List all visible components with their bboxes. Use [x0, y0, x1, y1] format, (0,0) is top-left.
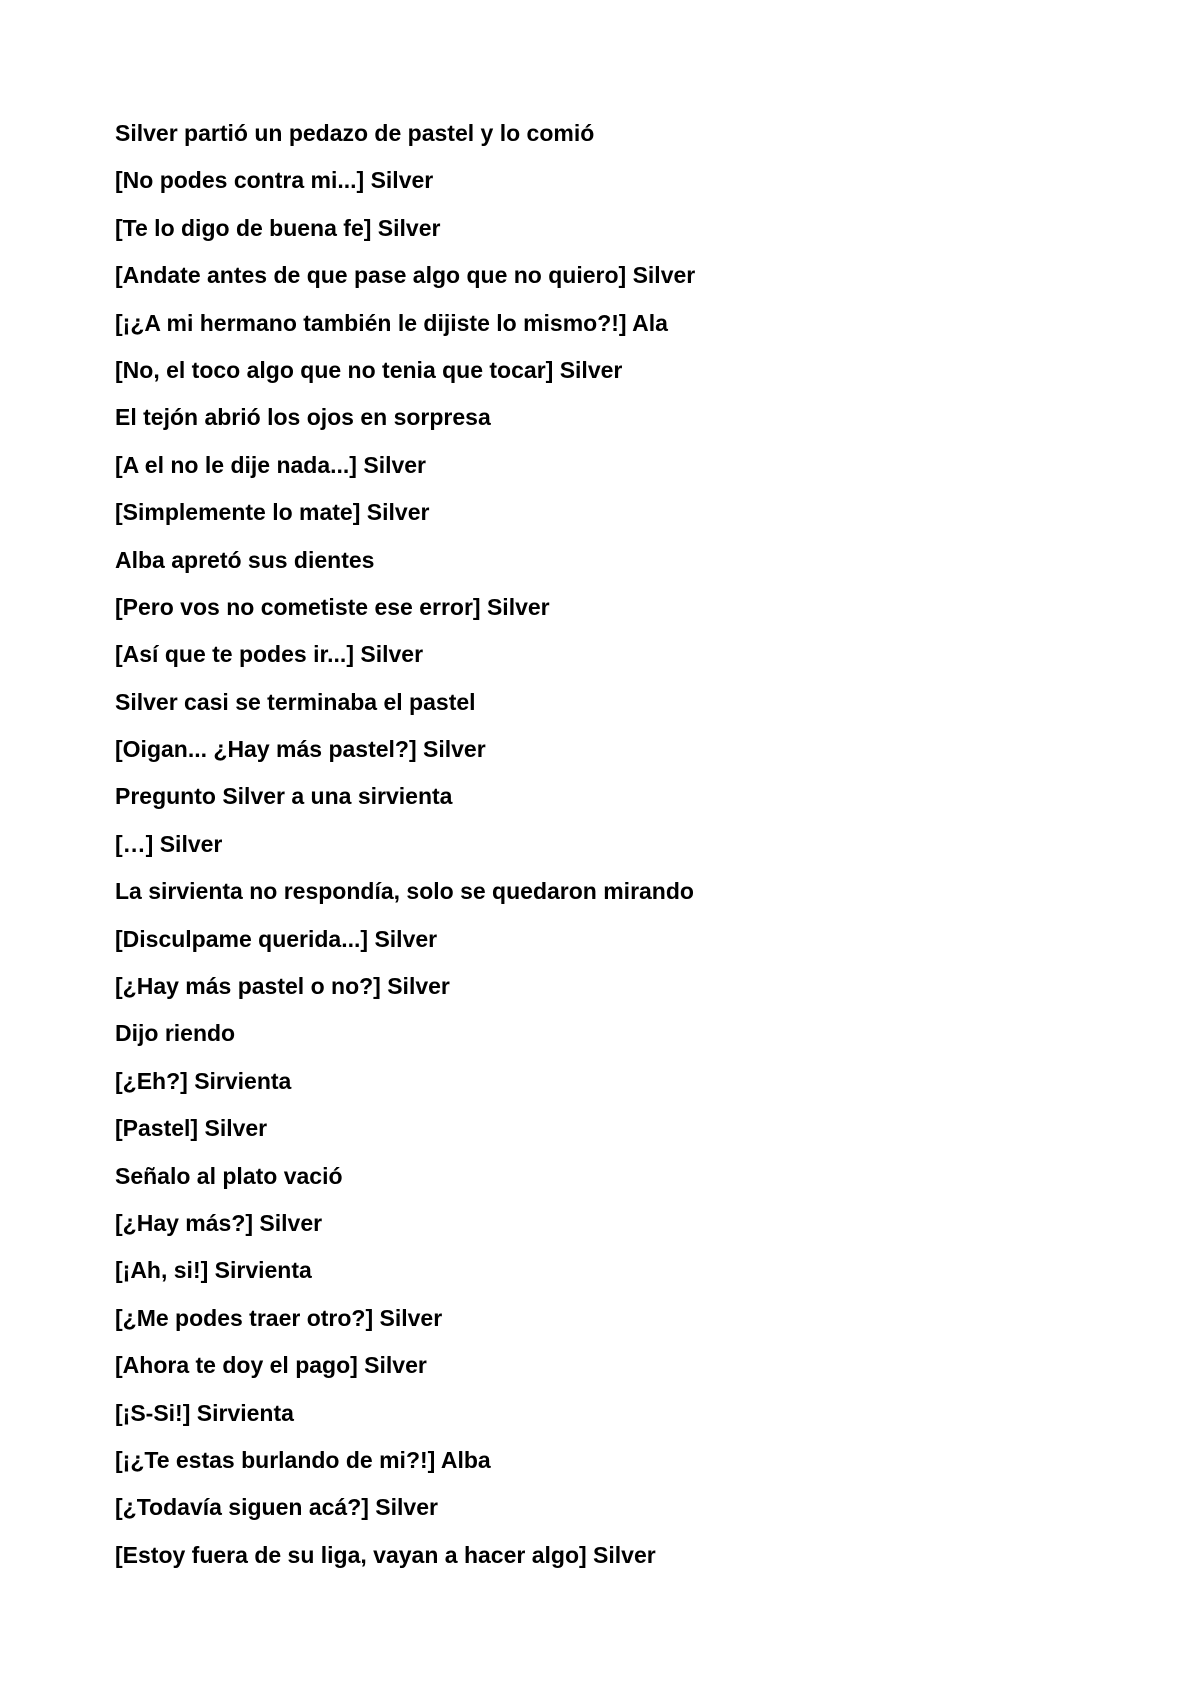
text-line: [¡¿A mi hermano también le dijiste lo mismo?!] Ala	[115, 309, 668, 336]
text-line: Dijo riendo	[115, 1020, 236, 1047]
text-line: El tejón abrió los ojos en sorpresa	[115, 404, 491, 431]
text-line: Pregunto Silver a una sirvienta	[115, 783, 453, 810]
text-line: [No, el toco algo que no tenia que tocar] Silver	[115, 356, 623, 383]
text-line: Alba apretó sus dientes	[115, 546, 375, 573]
text-line: [¡¿Te estas burlando de mi?!] Alba	[115, 1446, 491, 1473]
text-line: Silver casi se terminaba el pastel	[115, 688, 476, 715]
text-line: [¿Todavía siguen acá?] Silver	[115, 1494, 438, 1521]
text-line: [Oigan... ¿Hay más pastel?] Silver	[115, 736, 486, 763]
text-line: [No podes contra mi...] Silver	[115, 167, 434, 194]
text-line: [¿Hay más pastel o no?] Silver	[115, 973, 450, 1000]
text-line: [Estoy fuera de su liga, vayan a hacer algo] Silver	[115, 1541, 656, 1568]
text-line: Señalo al plato vació	[115, 1162, 343, 1189]
text-line: […] Silver	[115, 830, 223, 857]
text-line: [Ahora te doy el pago] Silver	[115, 1352, 427, 1379]
text-line: [Disculpame querida...] Silver	[115, 925, 438, 952]
text-line: [¿Me podes traer otro?] Silver	[115, 1304, 443, 1331]
text-line: Silver partió un pedazo de pastel y lo comió	[115, 120, 595, 146]
text-line: [Simplemente lo mate] Silver	[115, 499, 430, 526]
text-line: [¿Eh?] Sirvienta	[115, 1067, 292, 1094]
document-body	[115, 110, 1115, 1579]
text-line: [¡S-Si!] Sirvienta	[115, 1399, 294, 1426]
text-line: [Así que te podes ir...] Silver	[115, 641, 424, 668]
text-line: [Pastel] Silver	[115, 1115, 268, 1142]
text-line: [A el no le dije nada...] Silver	[115, 451, 427, 478]
text-line: [¡Ah, si!] Sirvienta	[115, 1257, 312, 1284]
text-line: [Te lo digo de buena fe] Silver	[115, 214, 441, 241]
text-line: [Pero vos no cometiste ese error] Silver	[115, 593, 550, 620]
text-line: La sirvienta no respondía, solo se quedaron mirando	[115, 878, 694, 905]
text-line: [Andate antes de que pase algo que no quiero] Silver	[115, 262, 696, 289]
text-line: [¿Hay más?] Silver	[115, 1209, 323, 1236]
